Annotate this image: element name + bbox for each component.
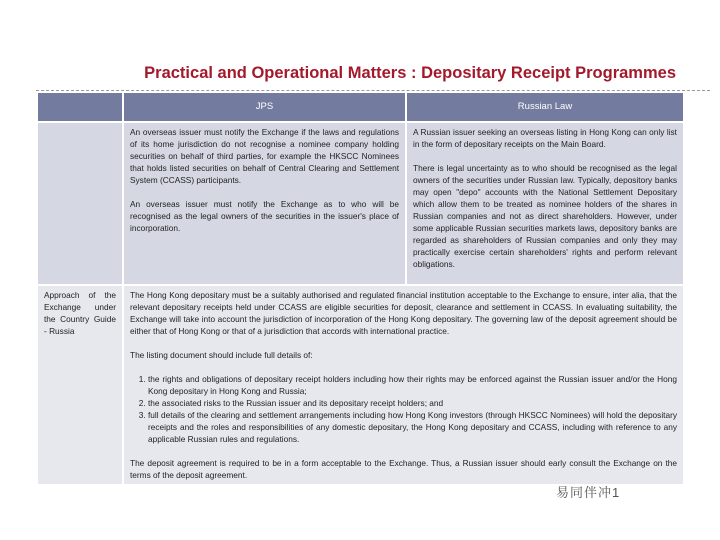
list-item: 1. the rights and obligations of depositary receipt holders including how their rights may be enforced against the Russian issuer and/or the Hong Kong depositary in Hong Kong and Russia; xyxy=(148,373,677,397)
row1-jps xyxy=(124,123,405,284)
approach-para: The Hong Kong depositary must be a suitably authorised and regulated financial institution acceptable to the Exchange to ensure, inter alia, that the relevant depositary receipts held under CCASS are eligible securities for deposit, clearance and settlement in CCASS. In evaluating suitability, the Exchange will take into account the jurisdiction of incorporation of the Hong Kong depositary. The governing law of the deposit agreement should be either that of Hong Kong or that of a jurisdiction that accords with international practice. xyxy=(130,290,677,336)
jps-para: An overseas issuer must notify the Exchange as to who will be recognised as the legal owners of the securities in the issuer's place of incorporation. xyxy=(130,199,399,233)
page-title: Practical and Operational Matters : Depositary Receipt Programmes xyxy=(144,64,676,82)
row2-content xyxy=(124,286,683,484)
divider xyxy=(36,90,710,91)
header-russian-law: Russian Law xyxy=(407,93,683,121)
russian-para: There is legal uncertainty as to who should be recognised as the legal owners of the securities under Russian law. Typically, depository banks may open "depo" accounts with the National Settlement Depositary which allow them to be treated as nominee holders of the shares in Russian companies and not as direct shareholders. However, under some applicable Russian securities markets laws, depository banks are regarded as shareholders of Russian companies and only they may practically exercise certain shareholders' rights and perform relevant obligations. xyxy=(413,163,677,269)
list-item: 3. full details of the clearing and settlement arrangements including how Hong Kong investors (through HKSCC Nominees) will hold the depositary receipts and the roles and responsibilities of any domestic depositary, the Hong Kong depositary and CCASS, including with reference to any applicable Russian rules and regulations. xyxy=(148,409,677,445)
row1-russian xyxy=(407,123,683,284)
footer-text: 易同伴冲1 xyxy=(556,485,621,500)
list-item: 2. the associated risks to the Russian issuer and its depositary receipt holders; and xyxy=(148,397,677,409)
header-jps: JPS xyxy=(124,93,405,121)
approach-para: The deposit agreement is required to be in a form acceptable to the Exchange. Thus, a Russian issuer should early consult the Exchange on the terms of the deposit agreement. xyxy=(130,458,677,480)
russian-para: A Russian issuer seeking an overseas listing in Hong Kong can only list in the form of depositary receipts on the Main Board. xyxy=(413,127,677,149)
approach-para: The listing document should include full details of: xyxy=(130,350,313,360)
details-list xyxy=(130,373,677,445)
row2-label: Approach of the Exchange under the Country Guide - Russia xyxy=(38,286,122,484)
jps-para: An overseas issuer must notify the Exchange if the laws and regulations of its home jurisdiction do not recognise a nominee company holding securities on behalf of third parties, for example the HKSCC Nominees that holds listed securities on behalf of Central Clearing and Settlement System (CCASS) participants. xyxy=(130,127,399,185)
header-empty xyxy=(38,93,122,121)
row1-label xyxy=(38,123,122,284)
